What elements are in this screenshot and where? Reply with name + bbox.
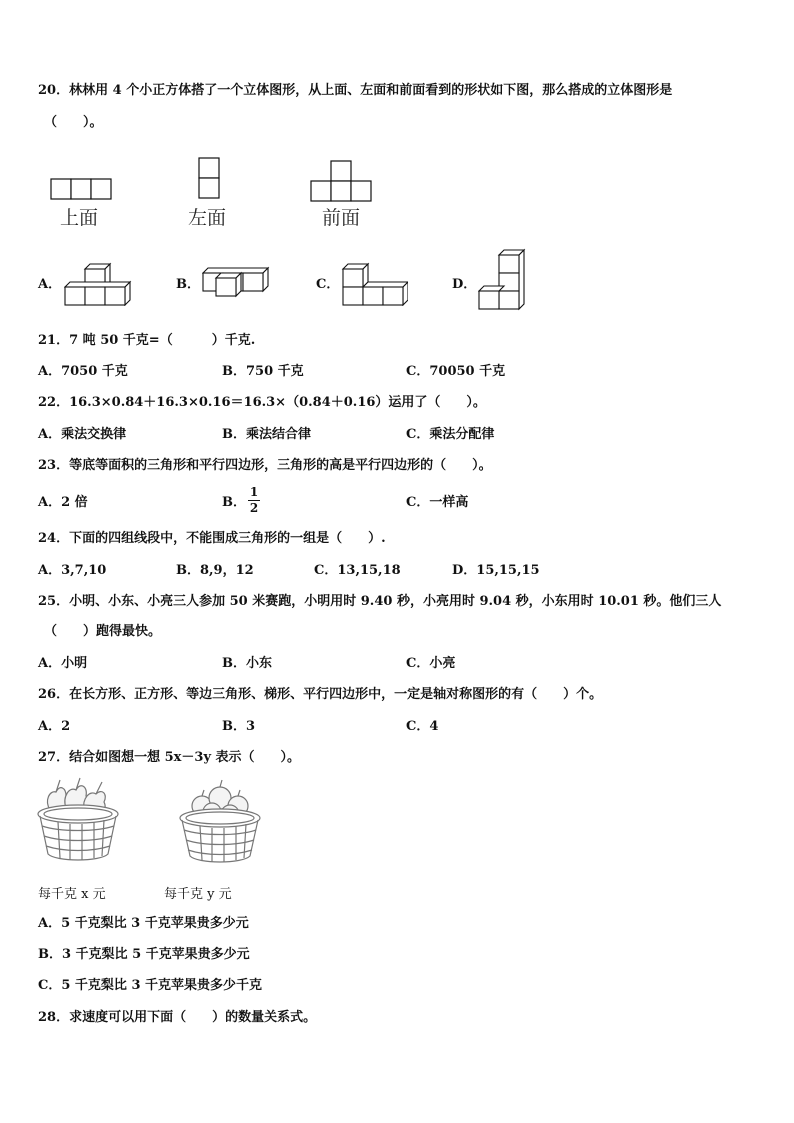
- q26-option-c[interactable]: C．4: [406, 719, 439, 734]
- q24-stem: 24．下面的四组线段中，不能围成三角形的一组是（ ）.: [38, 531, 386, 546]
- front-view-label: 前面: [322, 207, 361, 229]
- pear-basket-illustration: [36, 774, 120, 864]
- q22-option-b[interactable]: B．乘法结合律: [222, 427, 311, 442]
- q24-option-d[interactable]: D．15,15,15: [452, 563, 540, 578]
- q21-option-c[interactable]: C．70050 千克: [406, 364, 506, 379]
- q20-option-d[interactable]: D．: [452, 277, 477, 292]
- q28-stem: 28．求速度可以用下面（ ）的数量关系式。: [38, 1010, 317, 1025]
- solid-b-figure: [202, 266, 270, 298]
- front-view-figure: [310, 160, 372, 202]
- q23-option-c[interactable]: C．一样高: [406, 495, 469, 510]
- q25-option-c[interactable]: C．小亮: [406, 656, 456, 671]
- q22-stem: 22．16.3×0.84＋16.3×0.16＝16.3×（0.84＋0.16）运用了（ ）。: [38, 395, 486, 410]
- apple-basket-illustration: [178, 776, 262, 864]
- q25-stem-line2: （ ）跑得最快。: [44, 624, 162, 639]
- q21-stem: 21．7 吨 50 千克=（ ）千克.: [38, 333, 256, 348]
- q21-option-a[interactable]: A．7050 千克: [38, 364, 128, 379]
- q27-stem: 27．结合如图想一想 5x－3y 表示（ ）。: [38, 750, 301, 765]
- q23-option-a[interactable]: A．2 倍: [38, 495, 88, 510]
- q26-option-b[interactable]: B．3: [222, 719, 256, 734]
- q25-stem: 25．小明、小东、小亮三人参加 50 米赛跑，小明用时 9.40 秒，小亮用时 9.04 秒，小东用时 10.01 秒。他们三人: [38, 594, 722, 609]
- q26-stem: 26．在长方形、正方形、等边三角形、梯形、平行四边形中，一定是轴对称图形的有（ ）个。: [38, 687, 603, 702]
- pear-price-label: 每千克 x 元: [38, 887, 106, 902]
- fraction-numerator: 1: [249, 485, 259, 499]
- q27-option-a[interactable]: A．5 千克梨比 3 千克苹果贵多少元: [38, 916, 249, 931]
- q20-option-a[interactable]: A．: [38, 277, 62, 292]
- q24-option-b[interactable]: B．8,9，12: [176, 563, 254, 578]
- left-view-figure: [198, 157, 220, 199]
- q21-option-b[interactable]: B．750 千克: [222, 364, 304, 379]
- apple-price-label: 每千克 y 元: [164, 887, 232, 902]
- left-view-label: 左面: [188, 207, 227, 229]
- top-view-label: 上面: [60, 207, 99, 229]
- q23-stem: 23．等底等面积的三角形和平行四边形，三角形的高是平行四边形的（ ）。: [38, 458, 492, 473]
- q26-option-a[interactable]: A．2: [38, 719, 71, 734]
- q20-option-c[interactable]: C．: [316, 277, 340, 292]
- solid-c-figure: [340, 262, 408, 306]
- q23-option-b[interactable]: B．: [222, 495, 246, 510]
- q25-option-b[interactable]: B．小东: [222, 656, 272, 671]
- q22-option-a[interactable]: A．乘法交换律: [38, 427, 127, 442]
- q24-option-a[interactable]: A．3,7,10: [38, 563, 107, 578]
- q27-option-c[interactable]: C．5 千克梨比 3 千克苹果贵多少千克: [38, 978, 263, 993]
- q20-stem: 20．林林用 4 个小正方体搭了一个立体图形，从上面、左面和前面看到的形状如下图，那么搭成的立体图形是: [38, 83, 673, 98]
- q20-stem-line2: （ ）。: [44, 115, 103, 130]
- q23-fraction-half: [248, 486, 260, 515]
- q22-option-c[interactable]: C．乘法分配律: [406, 427, 495, 442]
- fraction-denominator: 2: [249, 501, 259, 515]
- solid-d-figure: [478, 248, 528, 314]
- q24-option-c[interactable]: C．13,15,18: [314, 563, 401, 578]
- q25-option-a[interactable]: A．小明: [38, 656, 88, 671]
- q20-option-b[interactable]: B．: [176, 277, 200, 292]
- solid-a-figure: [64, 260, 132, 306]
- q27-option-b[interactable]: B．3 千克梨比 5 千克苹果贵多少元: [38, 947, 250, 962]
- top-view-figure: [50, 178, 112, 200]
